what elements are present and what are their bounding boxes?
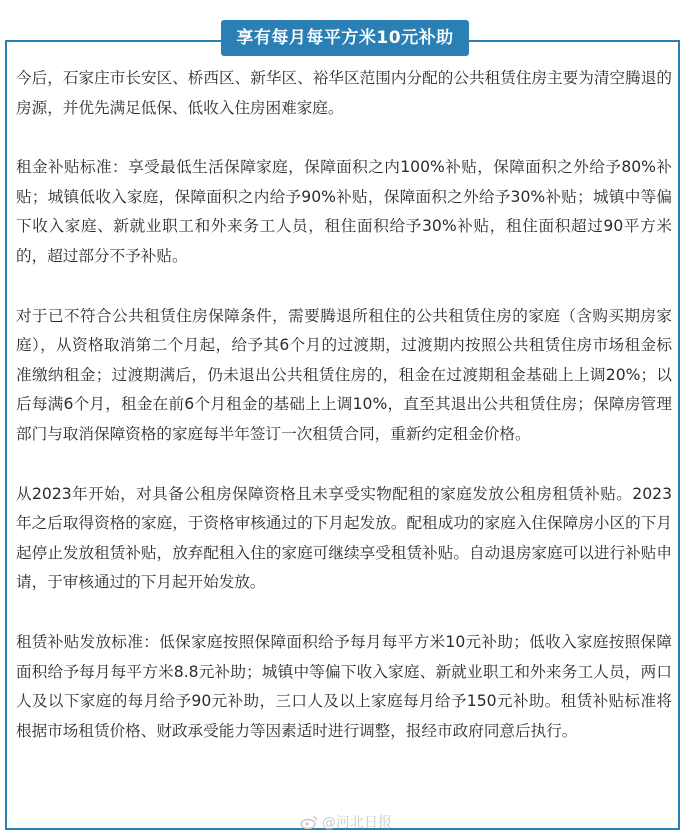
section-title: 享有每月每平方米10元补助 [221, 20, 469, 56]
paragraph-4: 从2023年开始，对具备公租房保障资格且未享受实物配租的家庭发放公租房租赁补贴。2023年之后取得资格的家庭，于资格审核通过的下月起发放。配租成功的家庭入住保障房小区的下月起停止发放租赁补贴，放弃配租入住的家庭可继续享受租赁补贴。自动退房家庭可以进行补贴申请，于审核通过的下月起开始发放。 [16, 484, 672, 592]
watermark-text: @河北日报 [322, 815, 392, 831]
paragraph-3: 对于已不符合公共租赁住房保障条件，需要腾退所租住的公共租赁住房的家庭（含购买期房家庭），从资格取消第二个月起，给予其6个月的过渡期，过渡期内按照公共租赁住房市场租金标准缴纳租金；过渡期满后，仍未退出公共租赁住房的，租金在过渡期租金基础上上调20%；以后每满6个月，租金在前6个月租金的基础上上调10%，直至其退出公共租赁住房；保障房管理部门与取消保障资格的家庭每半年签订一次租赁合同，重新约定租金价格。 [16, 306, 672, 443]
weibo-icon [300, 815, 318, 829]
paragraph-1: 今后，石家庄市长安区、桥西区、新华区、裕华区范围内分配的公共租赁住房主要为清空腾退的房源，并优先满足低保、低收入住房困难家庭。 [16, 69, 672, 117]
paragraph-2: 租金补贴标准：享受最低生活保障家庭，保障面积之内100%补贴，保障面积之外给予80%补贴；城镇低收入家庭，保障面积之内给予90%补贴，保障面积之外给予30%补贴；城镇中等偏下收入家庭、新就业职工和外来务工人员，租住面积给予30%补贴，租住面积超过90平方米的，超过部分不予补贴。 [16, 158, 672, 265]
watermark [300, 812, 392, 832]
article-body [16, 64, 672, 776]
paragraph-5: 租赁补贴发放标准：低保家庭按照保障面积给予每月每平方米10元补助；低收入家庭按照保障面积给予每月每平方米8.8元补助；城镇中等偏下收入家庭、新就业职工和外来务工人员，两口人及以下家庭的每月给予90元补助，三口人及以上家庭每月给予150元补助。租赁补贴标准将根据市场租赁价格、财政承受能力等因素适时进行调整，报经市政府同意后执行。 [16, 632, 672, 740]
